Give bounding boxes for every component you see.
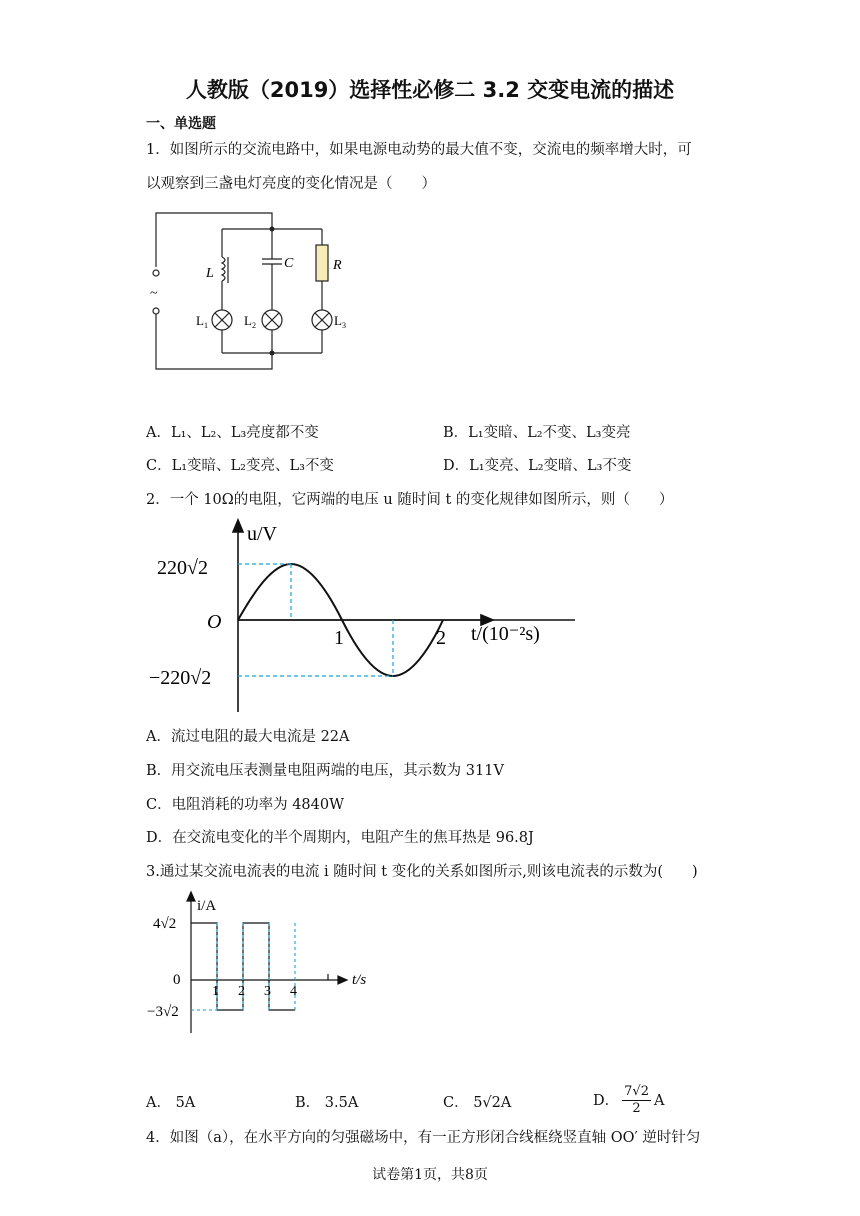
- q2-option-d[interactable]: D．在交流电变化的半个周期内，电阻产生的焦耳热是 96.8J: [146, 830, 534, 846]
- u-axis-label: u/V: [247, 523, 277, 545]
- u-max-label: 220√2: [157, 557, 208, 579]
- t-tick-3: 3: [264, 984, 271, 999]
- ac-source-symbol: ~: [150, 286, 158, 301]
- u-min-label: −220√2: [149, 667, 212, 689]
- resistor-label: R: [333, 258, 342, 273]
- i-origin-label: 0: [173, 972, 181, 988]
- q3-option-c[interactable]: C． 5√2A: [443, 1095, 512, 1111]
- q1-circuit-diagram: [140, 205, 350, 375]
- t-axis-label: t/(10⁻²s): [471, 623, 540, 645]
- fraction-numerator: 7√2: [624, 1084, 649, 1099]
- q4-stem: 4．如图（a），在水平方向的匀强磁场中，有一正方形闭合线框绕竖直轴 OO′ 逆时针匀: [146, 1130, 701, 1146]
- lamp1-label: $L_1$: [196, 313, 208, 330]
- page-footer: 试卷第1页，共8页: [372, 1167, 488, 1183]
- i-axis-label: i/A: [197, 898, 217, 914]
- lamp2-label: $L_2$: [244, 313, 256, 330]
- q1-option-a[interactable]: A．L₁、L₂、L₃亮度都不变: [146, 425, 319, 441]
- t-tick-1: 1: [212, 984, 219, 999]
- q1-option-d[interactable]: D．L₁变亮、L₂变暗、L₃不变: [443, 458, 632, 474]
- q3-option-d-prefix: D．: [593, 1092, 620, 1109]
- q3-option-b[interactable]: B． 3.5A: [295, 1095, 359, 1111]
- t-axis-label: t/s: [352, 972, 367, 988]
- inductor-label: L: [206, 266, 214, 281]
- i-min-label: −3√2: [147, 1004, 179, 1020]
- q1-stem-line2: 以观察到三盏电灯亮度的变化情况是（ ）: [146, 176, 436, 192]
- t-tick-2: 2: [436, 627, 446, 649]
- q3-option-d[interactable]: [593, 1084, 664, 1117]
- q2-stem: 2．一个 10Ω的电阻，它两端的电压 u 随时间 t 的变化规律如图所示，则（ ）: [146, 492, 674, 508]
- q3-current-graph: [145, 888, 385, 1038]
- i-max-label: 4√2: [153, 916, 177, 932]
- q2-option-c[interactable]: C．电阻消耗的功率为 4840W: [146, 797, 345, 813]
- q1-option-c[interactable]: C．L₁变暗、L₂变亮、L₃不变: [146, 458, 334, 474]
- q2-option-a[interactable]: A．流过电阻的最大电流是 22A: [146, 729, 350, 745]
- section-heading: 一、单选题: [146, 116, 216, 132]
- q3-option-d-unit: A: [653, 1092, 665, 1109]
- capacitor-label: C: [284, 256, 294, 271]
- q3-option-a[interactable]: A． 5A: [146, 1095, 196, 1111]
- lamp3-label: $L_3$: [334, 313, 346, 330]
- q3-stem: 3.通过某交流电流表的电流 i 随时间 t 变化的关系如图所示,则该电流表的示数为( ): [146, 864, 698, 880]
- q2-option-b[interactable]: B．用交流电压表测量电阻两端的电压，其示数为 311V: [146, 763, 504, 779]
- q3-option-d-fraction: [622, 1084, 651, 1117]
- fraction-denominator: 2: [632, 1101, 641, 1116]
- page-title: 人教版（2019）选择性必修二 3.2 交变电流的描述: [185, 78, 675, 102]
- q1-option-b[interactable]: B．L₁变暗、L₂不变、L₃变亮: [443, 425, 631, 441]
- q2-voltage-graph: [145, 512, 575, 717]
- t-tick-4: 4: [290, 984, 297, 999]
- q1-stem-line1: 1．如图所示的交流电路中，如果电源电动势的最大值不变，交流电的频率增大时，可: [146, 142, 692, 158]
- t-tick-1: 1: [334, 627, 344, 649]
- origin-label: O: [207, 611, 222, 633]
- t-tick-2: 2: [238, 984, 245, 999]
